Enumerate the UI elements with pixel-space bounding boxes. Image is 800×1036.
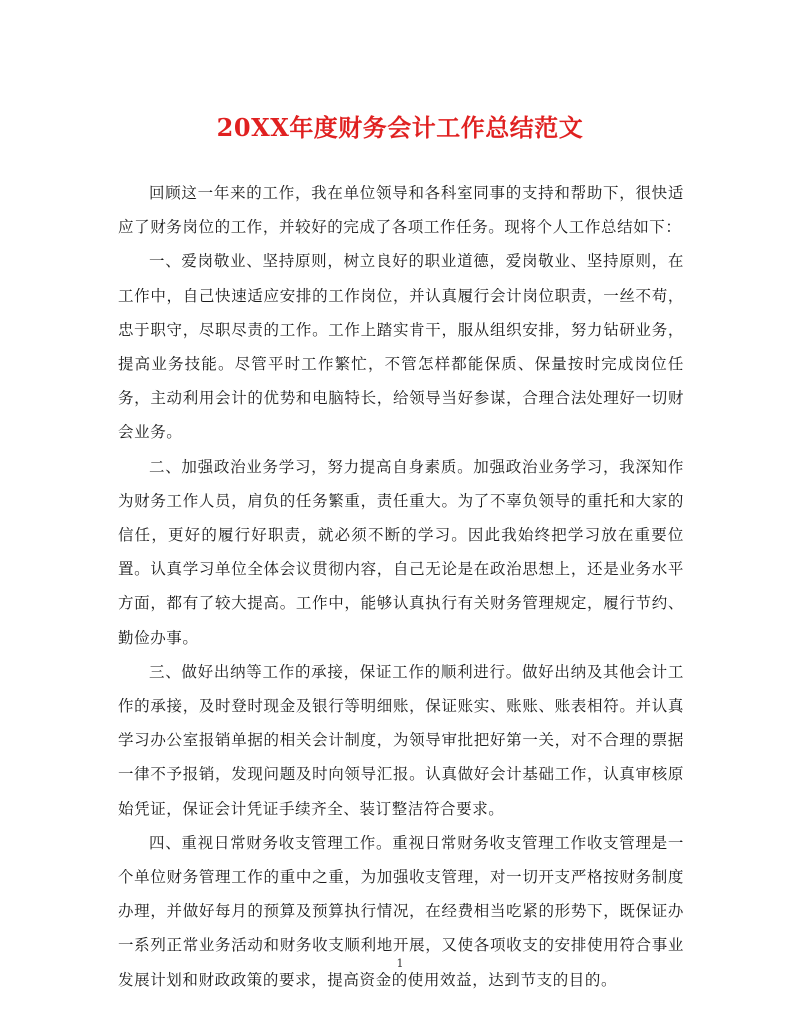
page-number: 1 — [396, 957, 404, 970]
paragraph-section-1: 一、爱岗敬业、坚持原则，树立良好的职业道德，爱岗敬业、坚持原则，在工作中，自己快速适应安排的工作岗位，并认真履行会计岗位职责，一丝不苟，忠于职守，尽职尽责的工作。工作上踏实肯干，服从组织安排，努力钻研业务，提高业务技能。尽管平时工作繁忙，不管怎样都能保质、保量按时完成岗位任务，主动利用会计的优势和电脑特长，给领导当好参谋，合理合法处理好一切财会业务。 — [118, 252, 684, 442]
paragraph-section-3: 三、做好出纳等工作的承接，保证工作的顺利进行。做好出纳及其他会计工作的承接，及时登时现金及银行等明细账，保证账实、账账、账表相符。并认真学习办公室报销单据的相关会计制度，为领导审批把好第一关，对不合理的票据一律不予报销，发现问题及时向领导汇报。认真做好会计基础工作，认真审核原始凭证，保证会计凭证手续齐全、装订整洁符合要求。 — [118, 662, 684, 818]
paragraph-section-2: 二、加强政治业务学习，努力提高自身素质。加强政治业务学习，我深知作为财务工作人员，肩负的任务繁重，责任重大。为了不辜负领导的重托和大家的信任，更好的履行好职责，就必须不断的学习。因此我始终把学习放在重要位置。认真学习单位全体会议贯彻内容，自己无论是在政治思想上，还是业务水平方面，都有了较大提高。工作中，能够认真执行有关财务管理规定，履行节约、勤俭办事。 — [118, 457, 684, 647]
document-title: 20XX年度财务会计工作总结范文 — [216, 113, 584, 142]
paragraph-intro: 回顾这一年来的工作，我在单位领导和各科室同事的支持和帮助下，很快适应了财务岗位的工作，并较好的完成了各项工作任务。现将个人工作总结如下： — [118, 184, 684, 237]
document-body — [118, 176, 684, 997]
paragraph-section-4: 四、重视日常财务收支管理工作。重视日常财务收支管理工作收支管理是一个单位财务管理工作的重中之重，为加强收支管理，对一切开支严格按财务制度办理，并做好每月的预算及预算执行情况，在经费相当吃紧的形势下，既保证办一系列正常业务活动和财务收支顺利地开展，又使各项收支的安排使用符合事业发展计划和财政政策的要求，提高资金的使用效益，达到节支的目的。 — [118, 833, 684, 989]
